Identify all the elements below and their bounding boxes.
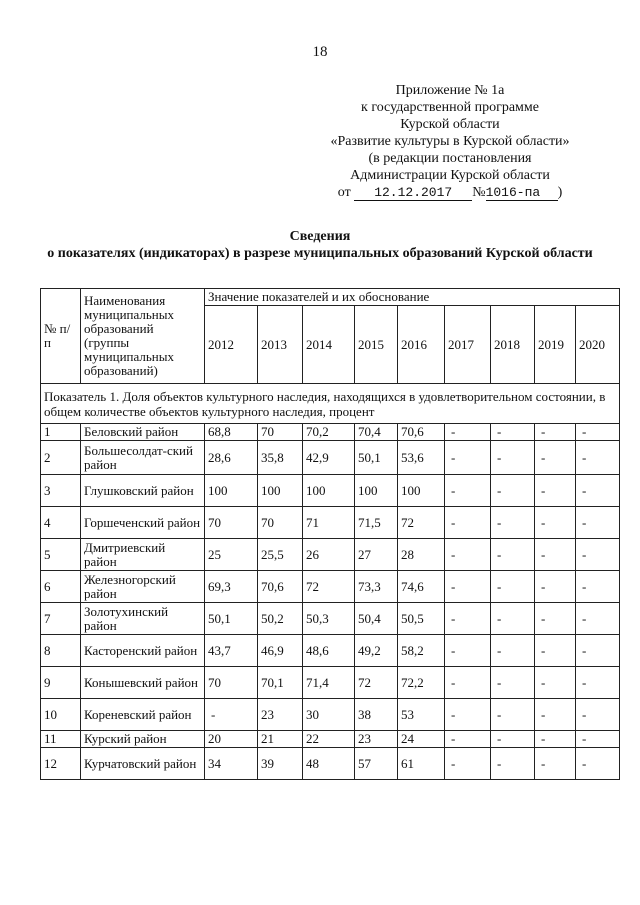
value-cell: 68,8 bbox=[205, 424, 258, 441]
value-cell: - bbox=[535, 635, 576, 667]
municipality-name: Курчатовский район bbox=[81, 748, 205, 780]
value-cell: 42,9 bbox=[303, 441, 355, 475]
value-cell: - bbox=[576, 539, 620, 571]
value-cell: 39 bbox=[258, 748, 303, 780]
header-year: 2017 bbox=[445, 306, 491, 384]
value-cell: - bbox=[445, 571, 491, 603]
row-number: 2 bbox=[41, 441, 81, 475]
row-number: 3 bbox=[41, 475, 81, 507]
value-cell: 70 bbox=[205, 667, 258, 699]
value-cell: 73,3 bbox=[355, 571, 398, 603]
value-cell: 50,3 bbox=[303, 603, 355, 635]
table-row bbox=[41, 424, 620, 441]
value-cell: - bbox=[491, 424, 535, 441]
municipality-name: Дмитриевский район bbox=[81, 539, 205, 571]
municipality-name: Беловский район bbox=[81, 424, 205, 441]
value-cell: 50,5 bbox=[398, 603, 445, 635]
value-cell: - bbox=[491, 603, 535, 635]
value-cell: 28,6 bbox=[205, 441, 258, 475]
closing-paren: ) bbox=[557, 185, 563, 200]
value-cell: - bbox=[535, 441, 576, 475]
municipality-name: Горшеченский район bbox=[81, 507, 205, 539]
value-cell: 70,6 bbox=[258, 571, 303, 603]
value-cell: - bbox=[491, 507, 535, 539]
value-cell: - bbox=[445, 441, 491, 475]
value-cell: 23 bbox=[258, 699, 303, 731]
value-cell: - bbox=[491, 699, 535, 731]
value-cell: - bbox=[576, 748, 620, 780]
value-cell: - bbox=[445, 699, 491, 731]
table-row bbox=[41, 731, 620, 748]
value-cell: 50,2 bbox=[258, 603, 303, 635]
value-cell: - bbox=[535, 603, 576, 635]
value-cell: - bbox=[491, 475, 535, 507]
value-cell: - bbox=[491, 731, 535, 748]
value-cell: - bbox=[445, 635, 491, 667]
value-cell: - bbox=[445, 475, 491, 507]
value-cell: 20 bbox=[205, 731, 258, 748]
value-cell: 70 bbox=[258, 424, 303, 441]
table-row bbox=[41, 539, 620, 571]
value-cell: - bbox=[576, 635, 620, 667]
row-number: 10 bbox=[41, 699, 81, 731]
value-cell: 27 bbox=[355, 539, 398, 571]
row-number: 9 bbox=[41, 667, 81, 699]
value-cell: 46,9 bbox=[258, 635, 303, 667]
header-name: Наименования муниципальных образований (группы муниципальных образований) bbox=[81, 289, 205, 384]
table-row bbox=[41, 571, 620, 603]
page-number: 18 bbox=[312, 44, 328, 60]
value-cell: 35,8 bbox=[258, 441, 303, 475]
value-cell: 28 bbox=[398, 539, 445, 571]
value-cell: 72 bbox=[398, 507, 445, 539]
value-cell: 48 bbox=[303, 748, 355, 780]
value-cell: - bbox=[491, 748, 535, 780]
value-cell: 43,7 bbox=[205, 635, 258, 667]
value-cell: 70 bbox=[205, 507, 258, 539]
row-number: 1 bbox=[41, 424, 81, 441]
row-number: 8 bbox=[41, 635, 81, 667]
value-cell: 72 bbox=[303, 571, 355, 603]
value-cell: 21 bbox=[258, 731, 303, 748]
value-cell: - bbox=[576, 424, 620, 441]
header-num: № п/п bbox=[41, 289, 81, 384]
header-year: 2020 bbox=[576, 306, 620, 384]
table-row bbox=[41, 635, 620, 667]
value-cell: - bbox=[535, 748, 576, 780]
header-year: 2012 bbox=[205, 306, 258, 384]
indicator-text: Показатель 1. Доля объектов культурного наследия, находящихся в удовлетворительном состоянии, в общем количестве объектов культурного наследия, процент bbox=[41, 384, 620, 424]
value-cell: 72,2 bbox=[398, 667, 445, 699]
value-cell: - bbox=[445, 424, 491, 441]
value-cell: 48,6 bbox=[303, 635, 355, 667]
appendix-line: к государственной программе bbox=[361, 100, 539, 115]
value-cell: 74,6 bbox=[398, 571, 445, 603]
number-prefix: № bbox=[472, 185, 486, 200]
value-cell: 58,2 bbox=[398, 635, 445, 667]
value-cell: - bbox=[576, 571, 620, 603]
value-cell: - bbox=[491, 441, 535, 475]
header-year: 2019 bbox=[535, 306, 576, 384]
value-cell: 70,4 bbox=[355, 424, 398, 441]
value-cell: - bbox=[535, 475, 576, 507]
value-cell: 71 bbox=[303, 507, 355, 539]
value-cell: - bbox=[445, 748, 491, 780]
table-row bbox=[41, 699, 620, 731]
title-line-1: Сведения bbox=[289, 229, 351, 244]
value-cell: 53 bbox=[398, 699, 445, 731]
value-cell: 70,1 bbox=[258, 667, 303, 699]
value-cell: - bbox=[576, 603, 620, 635]
value-cell: - bbox=[535, 731, 576, 748]
municipality-name: Железногорский район bbox=[81, 571, 205, 603]
value-cell: 71,5 bbox=[355, 507, 398, 539]
table-row bbox=[41, 603, 620, 635]
value-cell: 34 bbox=[205, 748, 258, 780]
value-cell: 50,1 bbox=[355, 441, 398, 475]
value-cell: - bbox=[535, 539, 576, 571]
resolution-date-line bbox=[300, 184, 600, 201]
value-cell: 100 bbox=[398, 475, 445, 507]
value-cell: - bbox=[205, 699, 258, 731]
appendix-line: Курской области bbox=[400, 117, 500, 132]
value-cell: 70,2 bbox=[303, 424, 355, 441]
value-cell: 100 bbox=[205, 475, 258, 507]
value-cell: 57 bbox=[355, 748, 398, 780]
value-cell: - bbox=[535, 571, 576, 603]
appendix-line: Администрации Курской области bbox=[350, 168, 550, 183]
header-row bbox=[41, 289, 620, 306]
value-cell: - bbox=[576, 699, 620, 731]
value-cell: - bbox=[491, 635, 535, 667]
table-row bbox=[41, 748, 620, 780]
row-number: 4 bbox=[41, 507, 81, 539]
value-cell: 50,4 bbox=[355, 603, 398, 635]
municipality-name: Большесолдат-ский район bbox=[81, 441, 205, 475]
header-year: 2014 bbox=[303, 306, 355, 384]
value-cell: - bbox=[445, 731, 491, 748]
value-cell: 71,4 bbox=[303, 667, 355, 699]
header-year: 2018 bbox=[491, 306, 535, 384]
appendix-block bbox=[300, 82, 600, 201]
value-cell: 61 bbox=[398, 748, 445, 780]
resolution-date: 12.12.2017 bbox=[354, 186, 472, 201]
table-row bbox=[41, 507, 620, 539]
value-cell: - bbox=[535, 699, 576, 731]
value-cell: 24 bbox=[398, 731, 445, 748]
appendix-line: «Развитие культуры в Курской области» bbox=[330, 134, 570, 149]
municipality-name: Кореневский район bbox=[81, 699, 205, 731]
row-number: 12 bbox=[41, 748, 81, 780]
value-cell: - bbox=[491, 539, 535, 571]
value-cell: 38 bbox=[355, 699, 398, 731]
row-number: 7 bbox=[41, 603, 81, 635]
table-row bbox=[41, 667, 620, 699]
value-cell: 49,2 bbox=[355, 635, 398, 667]
value-cell: 70,6 bbox=[398, 424, 445, 441]
value-cell: - bbox=[535, 667, 576, 699]
municipality-name: Конышевский район bbox=[81, 667, 205, 699]
value-cell: - bbox=[491, 667, 535, 699]
municipality-name: Касторенский район bbox=[81, 635, 205, 667]
value-cell: 26 bbox=[303, 539, 355, 571]
title-line-2: о показателях (индикаторах) в разрезе муниципальных образований Курской области bbox=[47, 246, 593, 261]
row-number: 5 bbox=[41, 539, 81, 571]
value-cell: 69,3 bbox=[205, 571, 258, 603]
appendix-line: (в редакции постановления bbox=[368, 151, 532, 166]
value-cell: - bbox=[576, 667, 620, 699]
header-values-group: Значение показателей и их обоснование bbox=[205, 289, 620, 306]
indicator-row bbox=[41, 384, 620, 424]
value-cell: 25,5 bbox=[258, 539, 303, 571]
value-cell: - bbox=[445, 539, 491, 571]
value-cell: - bbox=[576, 507, 620, 539]
value-cell: - bbox=[491, 571, 535, 603]
appendix-line: Приложение № 1а bbox=[395, 83, 505, 98]
value-cell: 22 bbox=[303, 731, 355, 748]
header-year: 2016 bbox=[398, 306, 445, 384]
municipality-name: Золотухинский район bbox=[81, 603, 205, 635]
value-cell: - bbox=[576, 475, 620, 507]
value-cell: - bbox=[445, 603, 491, 635]
date-prefix: от bbox=[337, 185, 351, 200]
value-cell: - bbox=[445, 507, 491, 539]
value-cell: 50,1 bbox=[205, 603, 258, 635]
indicators-table bbox=[40, 288, 620, 780]
value-cell: 100 bbox=[258, 475, 303, 507]
municipality-name: Глушковский район bbox=[81, 475, 205, 507]
value-cell: - bbox=[576, 441, 620, 475]
value-cell: 30 bbox=[303, 699, 355, 731]
value-cell: 25 bbox=[205, 539, 258, 571]
value-cell: 72 bbox=[355, 667, 398, 699]
municipality-name: Курский район bbox=[81, 731, 205, 748]
value-cell: 100 bbox=[355, 475, 398, 507]
value-cell: - bbox=[535, 507, 576, 539]
value-cell: - bbox=[445, 667, 491, 699]
value-cell: - bbox=[576, 731, 620, 748]
row-number: 11 bbox=[41, 731, 81, 748]
header-year: 2015 bbox=[355, 306, 398, 384]
row-number: 6 bbox=[41, 571, 81, 603]
value-cell: - bbox=[535, 424, 576, 441]
table-row bbox=[41, 475, 620, 507]
document-title bbox=[40, 228, 600, 262]
value-cell: 23 bbox=[355, 731, 398, 748]
resolution-number: 1016-па bbox=[486, 186, 558, 201]
value-cell: 53,6 bbox=[398, 441, 445, 475]
table-row bbox=[41, 441, 620, 475]
value-cell: 100 bbox=[303, 475, 355, 507]
header-year: 2013 bbox=[258, 306, 303, 384]
value-cell: 70 bbox=[258, 507, 303, 539]
